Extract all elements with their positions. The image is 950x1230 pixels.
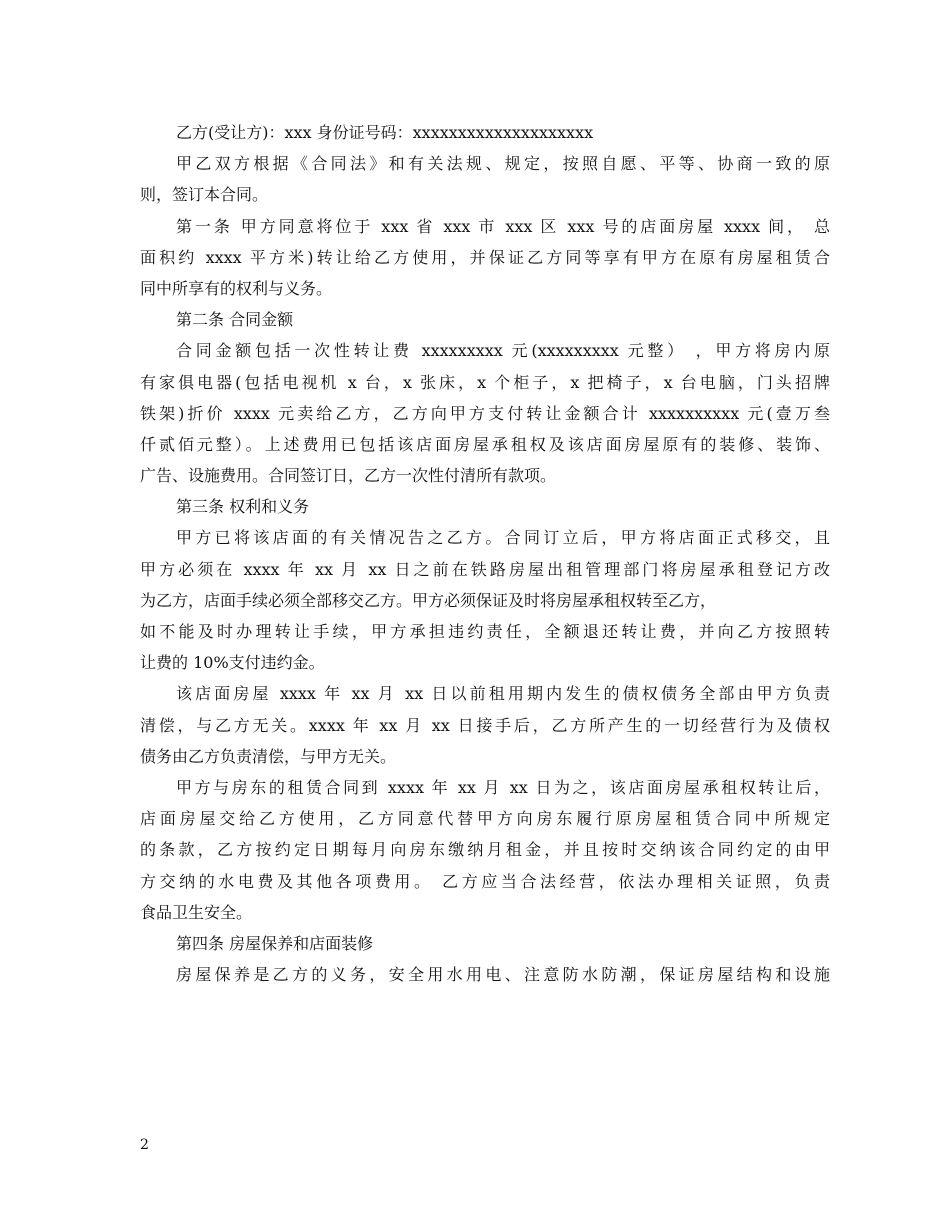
text-line: 铁架)折价 xxxx 元卖给乙方，乙方向甲方支付转让金额合计 xxxxxxxxxx 元(壹万叁 [140,403,830,423]
text-line: 为乙方，店面手续必须全部移交乙方。甲方必须保证及时将房屋承租权转至乙方， [140,590,717,610]
page-number: 2 [140,1137,149,1153]
contract-body [140,117,830,990]
text-line: 甲乙双方根据《合同法》和有关法规、规定，按照自愿、平等、协商一致的原 [176,154,830,174]
text-line: 有家俱电器(包括电视机 x 台，x 张床，x 个柜子，x 把椅子，x 台电脑，门头招牌 [140,372,830,392]
text-line: 甲方必须在 xxxx 年 xx 月 xx 日之前在铁路房屋出租管理部门将房屋承租登记方改 [140,559,830,579]
text-line: 该店面房屋 xxxx 年 xx 月 xx 日以前租用期内发生的债权债务全部由甲方负责 [176,684,830,704]
text-line: 甲方与房东的租赁合同到 xxxx 年 xx 月 xx 日为之，该店面房屋承租权转让后， [176,777,830,797]
text-line: 合同金额包括一次性转让费 xxxxxxxxx 元(xxxxxxxxx 元整） ，甲方将房内原 [176,341,830,361]
party-b-line: 乙方(受让方)：xxx 身份证号码：xxxxxxxxxxxxxxxxxxxx [176,123,594,142]
text-line: 则，签订本合同。 [140,185,269,205]
article-2-heading: 第二条 合同金额 [176,310,294,330]
text-line: 如不能及时办理转让手续，甲方承担违约责任，全额退还转让费，并向乙方按照转 [140,622,830,641]
article-3-heading: 第三条 权利和义务 [176,497,310,517]
article-4-heading: 第四条 房屋保养和店面装修 [176,933,374,953]
article-1-line: 第一条 甲方同意将位于 xxx 省 xxx 市 xxx 区 xxx 号的店面房屋 xxxx 间， 总 [176,216,830,236]
text-line: 同中所享有的权利与义务。 [140,278,333,298]
text-line: 广告、设施费用。合同签订日，乙方一次性付清所有款项。 [140,466,557,486]
text-line: 方交纳的水电费及其他各项费用。 乙方应当合法经营，依法办理相关证照，负责 [140,871,830,891]
text-line: 仟贰佰元整）。上述费用已包括该店面房屋承租权及该店面房屋原有的装修、装饰、 [140,434,830,454]
text-line: 让费的 10%支付违约金。 [140,653,325,673]
text-line: 面积约 xxxx 平方米)转让给乙方使用，并保证乙方同等享有甲方在原有房屋租赁合 [140,247,830,267]
text-line: 债务由乙方负责清偿，与甲方无关。 [140,746,397,766]
text-line: 房屋保养是乙方的义务，安全用水用电、注意防水防潮，保证房屋结构和设施 [176,965,830,985]
text-line: 的条款，乙方按约定日期每月向房东缴纳月租金，并且按时交纳该合同约定的由甲 [140,840,830,860]
text-line: 店面房屋交给乙方使用，乙方同意代替甲方向房东履行原房屋租赁合同中所规定 [140,809,830,829]
text-line: 甲方已将该店面的有关情况告之乙方。合同订立后，甲方将店面正式移交，且 [176,528,830,548]
text-line: 清偿，与乙方无关。xxxx 年 xx 月 xx 日接手后，乙方所产生的一切经营行为及债权 [140,715,830,735]
text-line: 食品卫生安全。 [140,902,253,922]
